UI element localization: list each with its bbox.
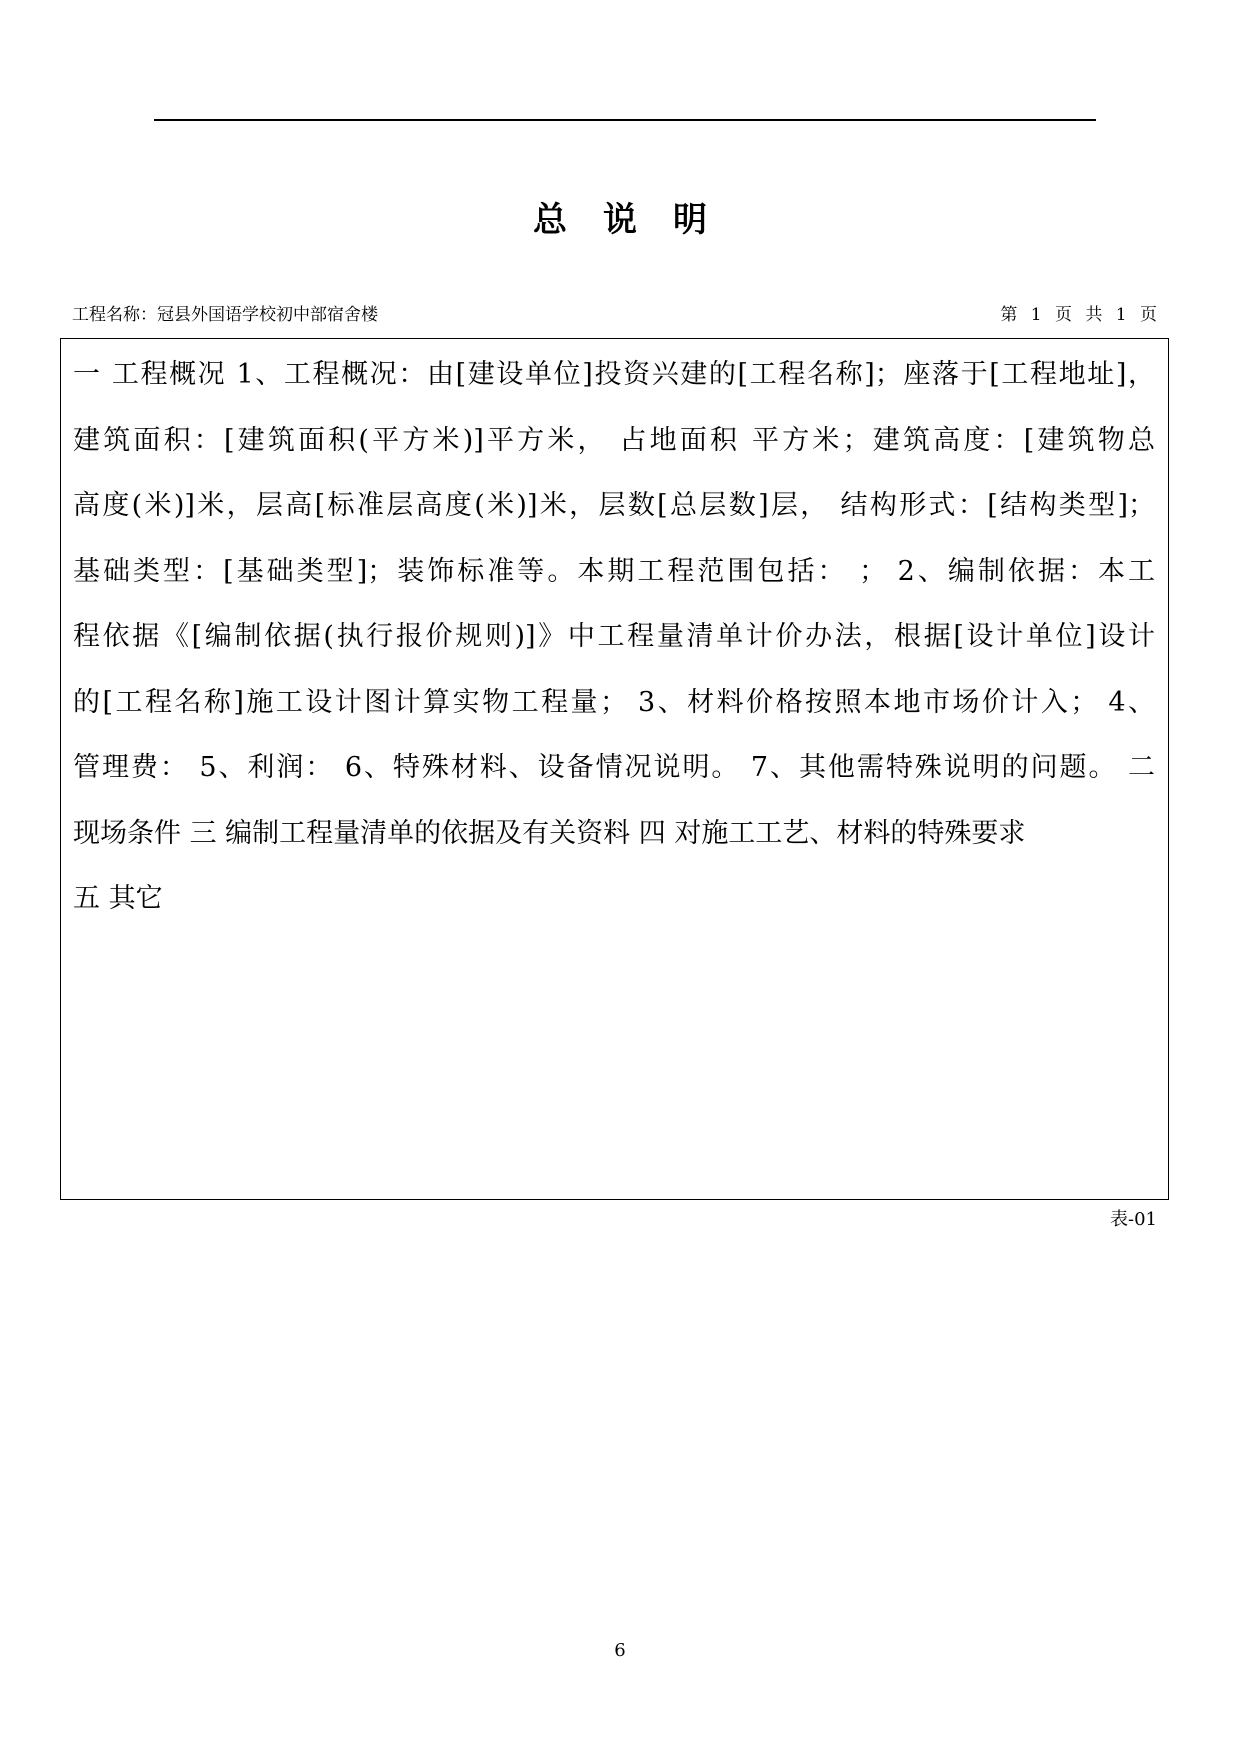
text-line: 基础类型：[基础类型]；装饰标准等。本期工程范围包括： ； 2、编制依据：本工	[73, 555, 1155, 587]
text-line: 现场条件 三 编制工程量清单的依据及有关资料 四 对施工工艺、材料的特殊要求	[73, 817, 1026, 849]
description-box	[60, 338, 1169, 1200]
text-line: 高度(米)]米，层高[标准层高度(米)]米，层数[总层数]层， 结构形式：[结构类型]；	[73, 490, 1155, 521]
description-text	[73, 353, 1155, 943]
page-title: 总说明	[533, 200, 743, 240]
header-rule	[154, 119, 1096, 121]
text-line: 程依据《[编制依据(执行报价规则)]》中工程量清单计价办法，根据[设计单位]设计	[73, 621, 1155, 652]
text-line: 五 其它	[73, 883, 163, 914]
project-name: 工程名称：冠县外国语学校初中部宿舍楼	[72, 305, 378, 325]
page-number: 6	[614, 1640, 626, 1661]
text-line: 的[工程名称]施工设计图计算实物工程量； 3、材料价格按照本地市场价计入； 4、	[73, 686, 1155, 718]
page-info: 第 1 页 共 1 页	[1000, 305, 1157, 325]
text-line: 建筑面积：[建筑面积(平方米)]平方米， 占地面积 平方米；建筑高度：[建筑物总	[73, 424, 1155, 456]
text-line: 一 工程概况 1、工程概况：由[建设单位]投资兴建的[工程名称]；座落于[工程地址]，	[73, 359, 1155, 390]
text-line: 管理费： 5、利润： 6、特殊材料、设备情况说明。 7、其他需特殊说明的问题。 二	[73, 752, 1155, 783]
form-number: 表-01	[1110, 1209, 1157, 1230]
